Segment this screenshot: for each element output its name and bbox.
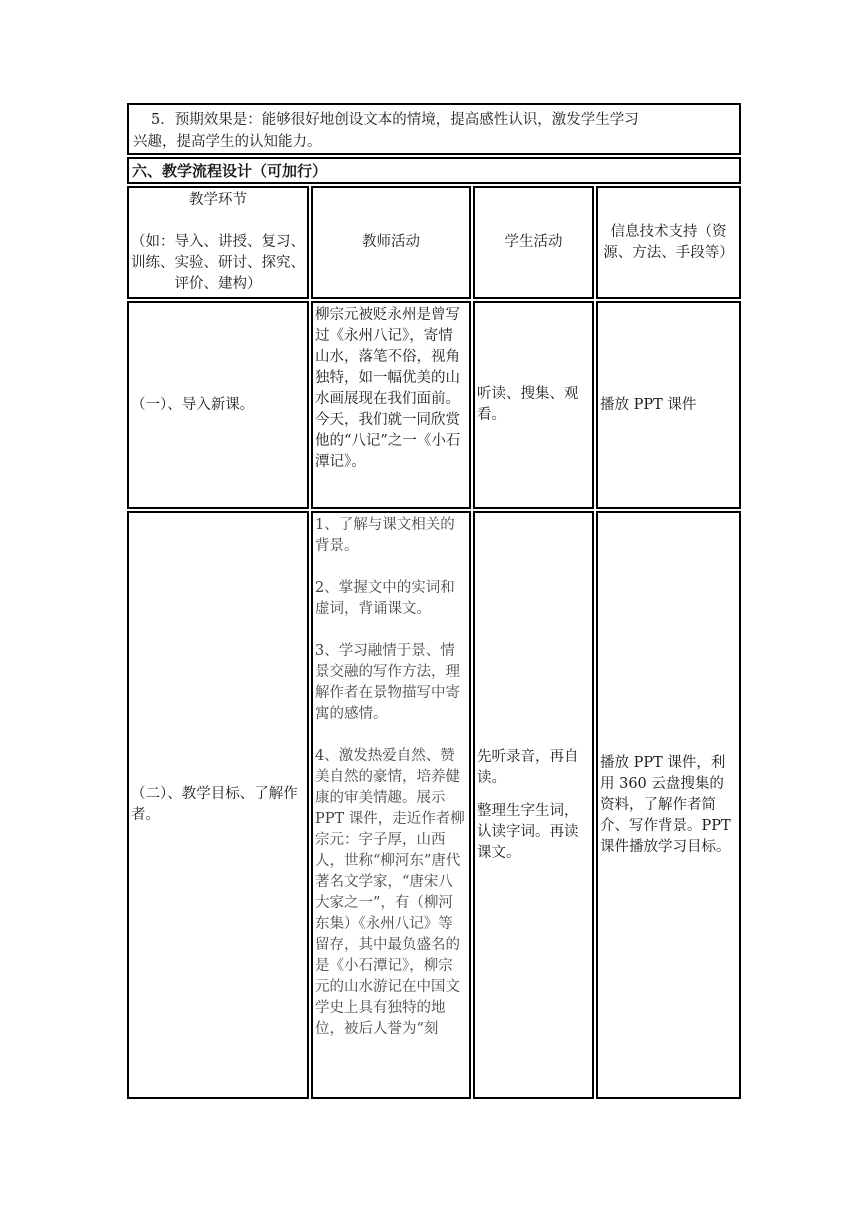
effect-note: [127, 103, 741, 155]
header-stage-note: （如：导入、讲授、复习、训练、实验、研讨、探究、评价、建构）: [131, 234, 305, 292]
student-activity-2: 整理生字生词，认读字词。再读课文。: [477, 802, 579, 861]
header-stage-title: 教学环节: [189, 192, 247, 208]
row1-teacher: 柳宗元被贬永州是曾写过《永州八记》，寄情山水，落笔不俗，视角独特，如一幅优美的山水画展现在我们面前。今天，我们就一同欣赏他的“八记”之一《小石潭记》。: [311, 301, 471, 509]
header-teacher: 教师活动: [311, 186, 471, 299]
row1-tech: 播放 PPT 课件: [596, 301, 741, 509]
effect-note-line2: 兴趣，提高学生的认知能力。: [133, 134, 322, 150]
row2-tech: 播放 PPT 课件，利用 360 云盘搜集的资料，了解作者简介、写作背景。PPT 课件播放学习目标。: [596, 511, 741, 1099]
row2-stage: （二）、教学目标、了解作者。: [127, 511, 309, 1099]
student-activity-1: 先听录音，再自读。: [477, 748, 579, 786]
teacher-goal-2: 2、掌握文中的实词和虚词，背诵课文。: [315, 580, 455, 617]
header-tech: 信息技术支持（资源、方法、手段等）: [596, 186, 741, 299]
section-title: 六、教学流程设计（可加行）: [127, 157, 741, 184]
row1-stage: （一）、导入新课。: [127, 301, 309, 509]
row2-teacher: [311, 511, 471, 1099]
teacher-goal-4: 4、激发热爱自然、赞美自然的豪情，培养健康的审美情趣。展示 PPT 课件，走近作者柳宗元：字子厚，山西人，世称“柳河东”唐代著名文学家，“唐宋八大家之一”，有（柳河东集）《永州八记》等留存，其中最负盛名的是《小石潭记》，柳宗元的山水游记在中国文学史上具有独特的地位，被后人誉为“刻: [315, 748, 465, 1037]
row1-student: 听读、搜集、观看。: [473, 301, 594, 509]
teacher-goal-3: 3、学习融情于景、情景交融的写作方法，理解作者在景物描写中寄寓的感情。: [315, 643, 460, 722]
teacher-goal-1: 1、了解与课文相关的背景。: [315, 517, 455, 554]
effect-note-line1: 5．预期效果是：能够很好地创设文本的情境，提高感性认识，激发学生学习: [151, 112, 639, 128]
header-stage: [127, 186, 309, 299]
row2-student: [473, 511, 594, 1099]
header-student: 学生活动: [473, 186, 594, 299]
